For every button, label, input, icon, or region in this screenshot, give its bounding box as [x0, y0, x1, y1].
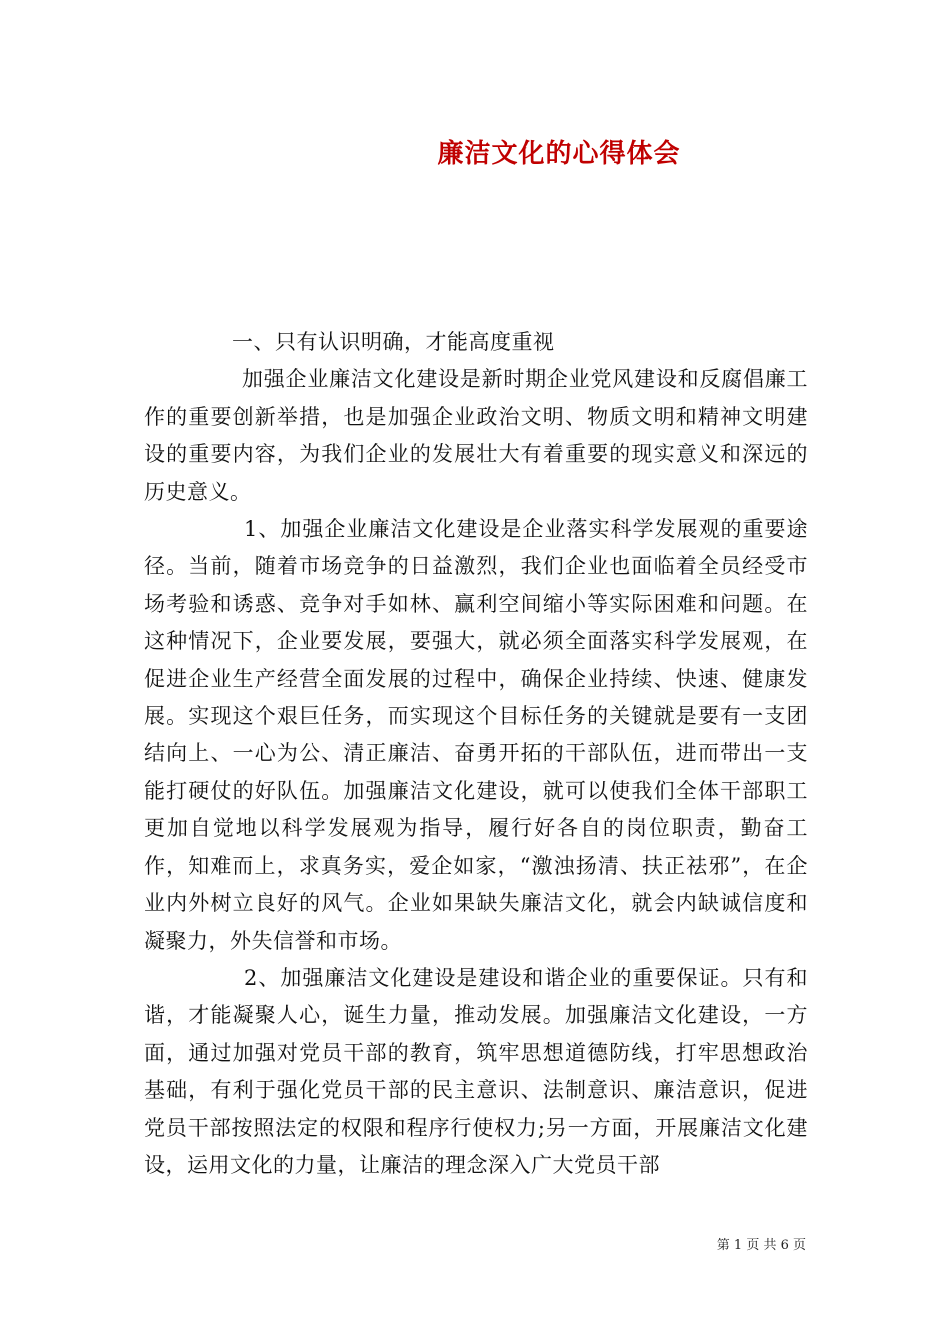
- paragraph-intro: 加强企业廉洁文化建设是新时期企业党风建设和反腐倡廉工作的重要创新举措，也是加强企业政治文明、物质文明和精神文明建设的重要内容，为我们企业的发展壮大有着重要的现实意义和深远的历史意义。: [144, 367, 808, 504]
- paragraph-point-2: 2、加强廉洁文化建设是建设和谐企业的重要保证。只有和谐，才能凝聚人心，诞生力量，推动发展。加强廉洁文化建设，一方面，通过加强对党员干部的教育，筑牢思想道德防线，打牢思想政治基础，有利于强化党员干部的民主意识、法制意识、廉洁意识，促进党员干部按照法定的权限和程序行使权力;另一方面，开展廉洁文化建设，运用文化的力量，让廉洁的理念深入广大党员干部: [144, 965, 808, 1177]
- section-heading: 一、只有认识明确，才能高度重视: [232, 330, 555, 354]
- document-body: [144, 324, 808, 1184]
- document-title: 廉洁文化的心得体会: [437, 139, 681, 169]
- paragraph-point-1: 1、加强企业廉洁文化建设是企业落实科学发展观的重要途径。当前，随着市场竞争的日益激烈，我们企业也面临着全员经受市场考验和诱惑、竞争对手如林、赢利空间缩小等实际困难和问题。在这种情况下，企业要发展，要强大，就必须全面落实科学发展观，在促进企业生产经营全面发展的过程中，确保企业持续、快速、健康发展。实现这个艰巨任务，而实现这个目标任务的关键就是要有一支团结向上、一心为公、清正廉洁、奋勇开拓的干部队伍，进而带出一支能打硬仗的好队伍。加强廉洁文化建设，就可以使我们全体干部职工更加自觉地以科学发展观为指导，履行好各自的岗位职责，勤奋工作，知难而上，求真务实，爱企如家，“激浊扬清、扶正祛邪”，在企业内外树立良好的风气。企业如果缺失廉洁文化，就会内缺诚信度和凝聚力，外失信誉和市场。: [144, 517, 808, 953]
- page-number-footer: 第 1 页 共 6 页: [716, 1238, 806, 1253]
